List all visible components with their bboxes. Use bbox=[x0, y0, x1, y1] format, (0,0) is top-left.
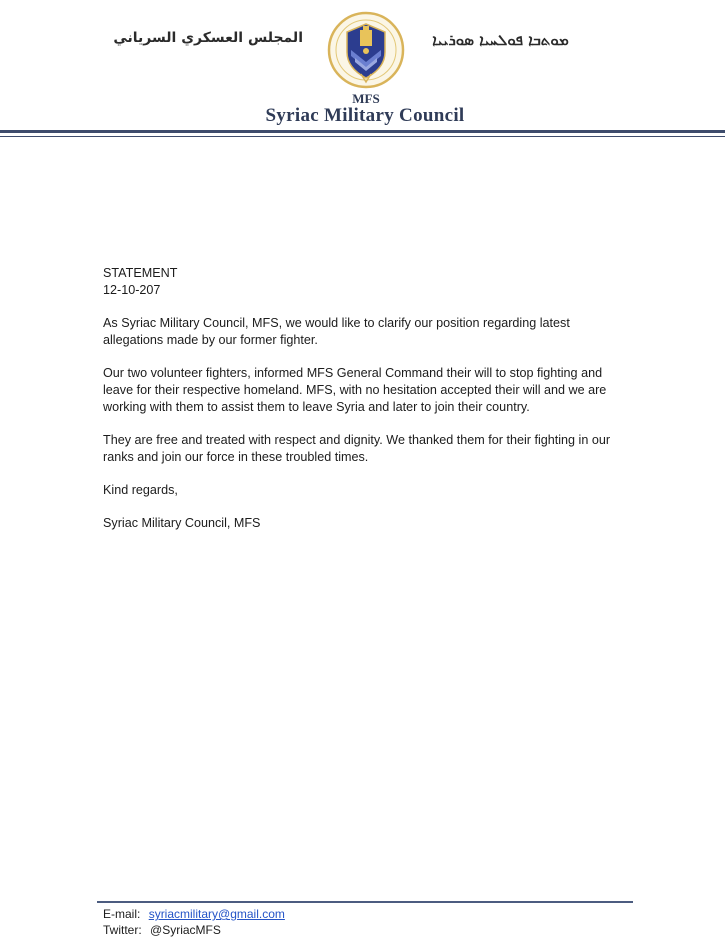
footer-divider bbox=[97, 901, 633, 903]
twitter-handle: @SyriacMFS bbox=[150, 923, 221, 937]
email-link[interactable]: syriacmilitary@gmail.com bbox=[148, 907, 285, 921]
statement-paragraph: They are free and treated with respect and dignity. We thanked them for their fighting in our ranks and join our force in these troubled times. bbox=[103, 433, 611, 464]
statement-date: 12-10-207 bbox=[103, 283, 161, 297]
statement-paragraph: As Syriac Military Council, MFS, we would like to clarify our position regarding latest allegations made by our former fighter. bbox=[103, 316, 570, 347]
arabic-council-name: المجلس العسكري السرياني bbox=[113, 30, 303, 46]
statement-heading: STATEMENT bbox=[103, 266, 178, 280]
footer-twitter-line bbox=[103, 922, 285, 938]
statement-body bbox=[103, 265, 633, 548]
council-abbreviation: MFS bbox=[352, 91, 380, 106]
header-divider-thin bbox=[0, 136, 725, 137]
statement-paragraph: Our two volunteer fighters, informed MFS General Command their will to stop fighting and leave for their respective homeland. MFS, with no hesitation accepted their will and we are working with them to assist them to leave Syria and later to join their country. bbox=[103, 366, 607, 414]
letterhead bbox=[0, 0, 725, 140]
council-english-name: Syriac Military Council bbox=[265, 105, 465, 126]
footer-email-line bbox=[103, 906, 285, 922]
twitter-label: Twitter: bbox=[103, 923, 142, 937]
statement-signature: Syriac Military Council, MFS bbox=[103, 516, 261, 530]
email-label: E-mail: bbox=[103, 907, 141, 921]
footer bbox=[103, 906, 285, 938]
header-divider bbox=[0, 130, 725, 133]
council-emblem-icon bbox=[327, 10, 405, 94]
syriac-council-name: ܡܘܬܒܐ ܦܘܠܚܝܐ ܣܘܪܝܝܐ bbox=[432, 31, 569, 49]
statement-closing: Kind regards, bbox=[103, 483, 178, 497]
